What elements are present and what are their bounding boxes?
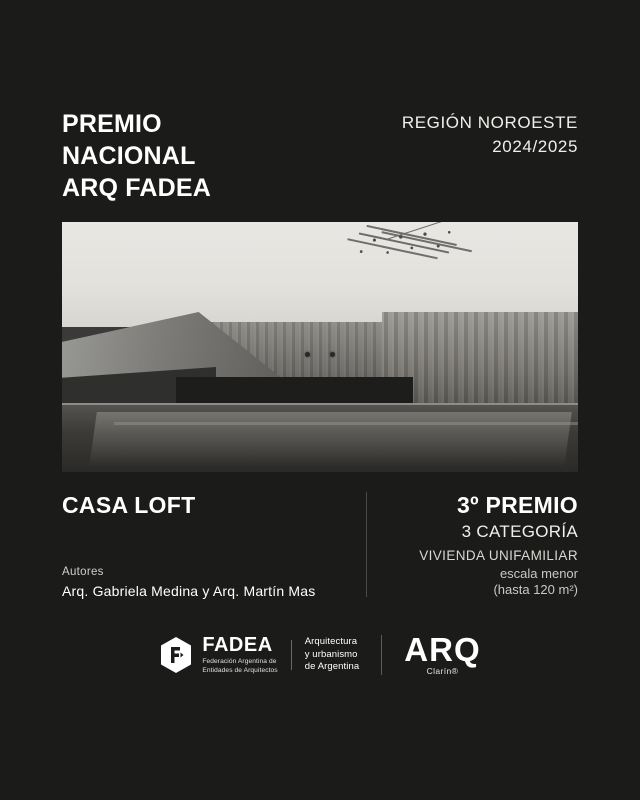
- photo-wall-fixture-left: [305, 352, 310, 357]
- fadea-subtitle: [202, 658, 277, 676]
- prize-block: [366, 492, 578, 597]
- region-block: [402, 108, 578, 157]
- project-photo: [62, 222, 578, 472]
- prize-position: 3º PREMIO: [456, 492, 578, 518]
- fadea-hexagon-icon: [159, 636, 193, 674]
- photo-water-reflection: [89, 412, 571, 467]
- prize-category: 3 CATEGORÍA: [461, 522, 578, 541]
- clarin-wordmark: Clarín®: [426, 666, 459, 677]
- tree-foliage-icon: [348, 224, 458, 270]
- fadea-text-block: [202, 635, 277, 676]
- award-title-line-2: NACIONAL: [62, 142, 196, 170]
- authors-label: Autores: [62, 566, 104, 578]
- arq-wordmark: ARQ: [404, 631, 481, 668]
- footer-divider-2: [381, 635, 382, 675]
- arq-urbanismo-line-1: Arquitectura: [304, 636, 358, 648]
- photo-image: [62, 222, 578, 472]
- page-title: [62, 108, 211, 204]
- prize-type: VIVIENDA UNIFAMILIAR: [419, 548, 578, 563]
- fadea-subtitle-line-2: Entidades de Arquitectos: [202, 666, 278, 674]
- region-name: REGIÓN NOROESTE: [401, 113, 578, 132]
- arq-urbanismo-line-3: de Argentina: [304, 661, 360, 673]
- fadea-name: FADEA: [202, 633, 273, 656]
- award-title-line-3: ARQ FADEA: [62, 174, 212, 202]
- poster-header: [62, 108, 578, 204]
- award-title-line-1: PREMIO: [62, 110, 162, 138]
- prize-scale-detail: (hasta 120 m²): [493, 582, 578, 597]
- arq-urbanismo-line-2: y urbanismo: [304, 648, 358, 660]
- project-name: CASA LOFT: [62, 492, 196, 518]
- footer-logos: [0, 631, 640, 677]
- arq-clarin-logo: [404, 631, 481, 677]
- fadea-logo: [159, 635, 277, 676]
- authors-names: Arq. Gabriela Medina y Arq. Martín Mas: [62, 583, 316, 599]
- authors-block: [62, 566, 315, 599]
- fadea-subtitle-line-1: Federación Argentina de: [202, 657, 277, 665]
- footer-divider-1: [291, 640, 292, 670]
- region-years: 2024/2025: [492, 137, 578, 156]
- prize-scale: escala menor: [499, 566, 578, 581]
- arq-urbanismo-logo: [305, 636, 360, 674]
